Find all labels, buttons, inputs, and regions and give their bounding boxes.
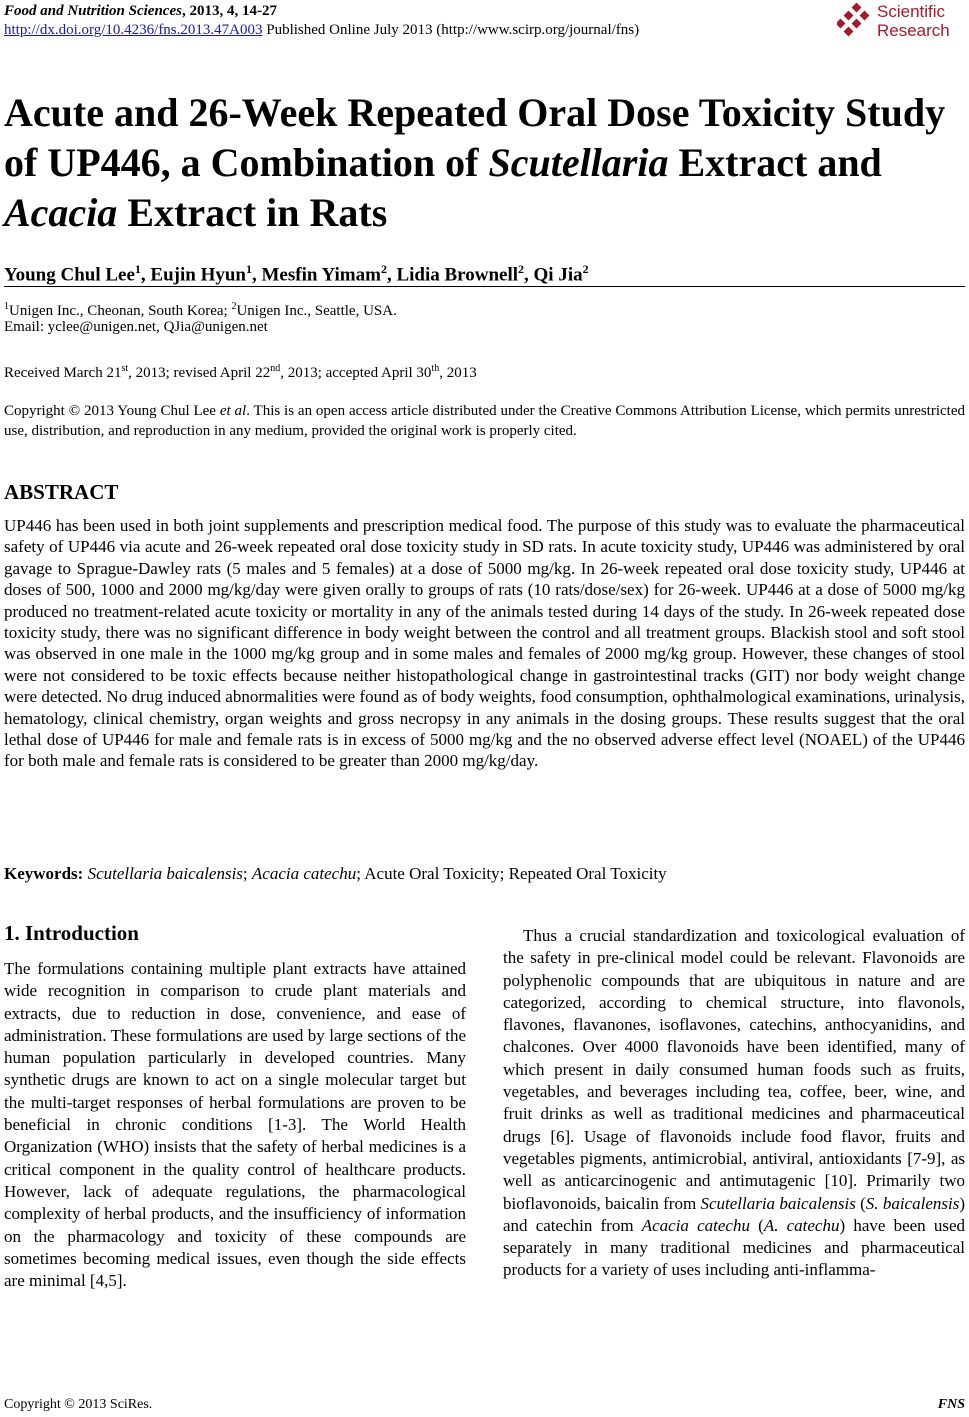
author-affiliation: 2 [582, 262, 589, 276]
title-genus-2: Acacia [4, 190, 118, 235]
intro-text: Thus a crucial standardization and toxicological evaluation of the safety in pre-clinical model could be relevant. Flavonoids are polyphenolic compounds that are ubiquitous in nature and are categorized, according to chemical structure, into flavonols, flavones, flavanones, isoflavones, catechins, anthocyanidins, and chalcones. Over 4000 flavonoids have been identified, many of which present in daily consumed human foods such as fruits, vegetables, and beverages including tea, coffee, beer, wine, and fruit drinks as well as traditional medicines and pharmaceutical drugs [6]. Usage of flavonoids include food flavor, fruits and vegetables pigments, antimicrobial, antiviral, antioxidants [7-9], as well as anticarcinogenic and antimutagenic [10]. Primarily two bioflavonoids, baicalin from [503, 926, 965, 1213]
article-dates [4, 359, 477, 383]
keyword: Acacia catechu [251, 864, 357, 883]
paper-title [4, 88, 964, 238]
volume-pages: , 2013, 4, 14-27 [181, 3, 277, 19]
keyword-separator: ; [242, 864, 252, 883]
author-name: Qi Jia [533, 264, 583, 286]
intro-text: ( [749, 1215, 764, 1235]
keyword: Scutellaria baicalensis [87, 864, 243, 883]
intro-text: ( [855, 1193, 866, 1213]
ordinal: st [121, 363, 129, 374]
species-name: Acacia catechu [641, 1215, 750, 1235]
author-name: Eujin Hyun [150, 264, 246, 286]
title-genus-1: Scutellaria [488, 140, 669, 185]
author-name: Young Chul Lee [4, 264, 135, 286]
aff-number: 1 [4, 301, 9, 312]
doi-link[interactable]: http://dx.doi.org/10.4236/fns.2013.47A003 [4, 22, 263, 38]
footer-journal-abbrev: FNS [937, 1397, 965, 1412]
keyword-rest: ; Acute Oral Toxicity; Repeated Oral Toxicity [356, 864, 667, 883]
title-text-2: Extract and [668, 140, 882, 185]
aff-number: 2 [231, 301, 237, 312]
year: , 2013 [439, 365, 477, 381]
header-divider [4, 286, 965, 287]
author-name: Lidia Brownell [396, 264, 519, 286]
section-heading-introduction: 1. Introduction [4, 921, 139, 945]
revised-date: , 2013; revised April 22 [128, 365, 271, 381]
journal-name: Food and Nutrition Sciences [4, 3, 182, 19]
ordinal: nd [270, 363, 281, 374]
author-emails: Email: yclee@unigen.net, QJia@unigen.net [4, 319, 268, 335]
logo-line-1: Scientific [877, 2, 946, 21]
author-affiliation: 2 [380, 262, 387, 276]
author-affiliation: 2 [518, 262, 525, 276]
ordinal: th [431, 363, 440, 374]
intro-right-column [503, 925, 965, 1282]
published-online: Published Online July 2013 (http://www.scirp.org/journal/fns) [262, 22, 640, 38]
received-date: Received March 21 [4, 365, 122, 381]
keywords [4, 863, 667, 884]
publication-line [4, 21, 639, 39]
accepted-date: , 2013; accepted April 30 [280, 365, 432, 381]
intro-left-column: The formulations containing multiple plant extracts have attained wide recognition in comparison to crude plant materials and extracts, due to reduction in dose, convenience, and ease of administration. These formulations are used by large sections of the human population particularly in developed countries. Many synthetic drugs are known to act on a single molecular target but the multi-target responses of herbal formulations are proven to be beneficial in chronic conditions [1-3]. The World Health Organization (WHO) insists that the safety of herbal medicines is a critical component in the quality control of healthcare products. However, lack of adequate regulations, the pharmacological complexity of herbal products, and the insufficiency of information on the pharmacology and toxicity of these compounds are sometimes becoming medical issues, even though the side effects are minimal [4,5]. [4, 959, 466, 1291]
species-abbrev: A. catechu [763, 1215, 840, 1235]
title-text-3: Extract in Rats [117, 190, 388, 235]
abstract-heading: ABSTRACT [4, 480, 119, 504]
author-affiliation: 1 [246, 262, 252, 276]
logo-line-2: Research [877, 21, 950, 40]
species-abbrev: S. baicalensis [865, 1193, 960, 1213]
affiliation-1: Unigen Inc., Cheonan, South Korea; [9, 303, 232, 319]
copyright-text-1: Copyright © 2013 Young Chul Lee [4, 403, 220, 419]
affiliation-2: Unigen Inc., Seattle, USA. [236, 303, 397, 319]
author-list: Young Chul Lee$^1$, Eujin Hyun$^1$, Mesfin Yimam$^2$, Lidia Brownell$^2$, Qi Jia$^2$ [4, 262, 589, 286]
author-name: Mesfin Yimam [261, 264, 381, 286]
title-text-1: Acute and 26-Week Repeated Oral Dose Toxicity Study of UP446, a Combination of [4, 90, 946, 185]
scientific-research-logo [837, 2, 965, 42]
species-name: Scutellaria baicalensis [700, 1193, 856, 1213]
logo-text [877, 2, 950, 40]
intro-text: ) have been used separately in many traditional medicines and pharmaceutical products for a variety of uses including anti-inflamma- [503, 1215, 965, 1280]
keywords-label: Keywords: [4, 864, 84, 883]
intro-text: ) and catechin from [503, 1193, 965, 1235]
copyright-etal: et al [219, 403, 247, 419]
copyright-notice [4, 401, 965, 441]
copyright-text-2: . This is an open access article distributed under the Creative Commons Attribution License, which permits unrestricted use, distribution, and reproduction in any medium, provided the original work is properly cited. [4, 403, 965, 439]
logo-mark-icon [837, 3, 875, 41]
footer-copyright: Copyright © 2013 SciRes. [4, 1397, 153, 1412]
abstract-body: UP446 has been used in both joint supplements and prescription medical food. The purpose of this study was to evaluate the pharmaceutical safety of UP446 via acute and 26-week repeated oral dose toxicity study in SD rats. In acute toxicity study, UP446 was administered by oral gavage to Sprague-Dawley rats (5 males and 5 females) at a dose of 5000 mg/kg. In 26-week repeated oral dose toxicity study, UP446 at doses of 500, 1000 and 2000 mg/kg/day were given orally to groups of rats (10 rats/dose/sex) for 26-week. UP446 at a dose of 5000 mg/kg produced no treatment-related acute toxicity or mortality in any of the animals tested during 14 days of the study. In 26-week repeated dose toxicity study, there was no significant difference in body weight between the control and all treatment groups. Blackish stool and soft stool was observed in one male in the 1000 mg/kg group and in some males and females of 2000 mg/kg group. However, these changes of stool were not considered to be toxic effects because neither histopathological change in gastrointestinal tracks (GIT) nor body weight change were detected. No drug induced abnormalities were found as of body weights, food consumption, ophthalmological examinations, urinalysis, hematology, clinical chemistry, organ weights and gross necropsy in any animals in the dosing groups. These results suggest that the oral lethal dose of UP446 for male and female rats is in excess of 5000 mg/kg and the no observed adverse effect level (NOAEL) of the UP446 for both male and female rats is considered to be greater than 2000 mg/kg/day. [4, 516, 965, 771]
author-affiliation: 1 [134, 262, 141, 276]
journal-citation [4, 2, 277, 20]
